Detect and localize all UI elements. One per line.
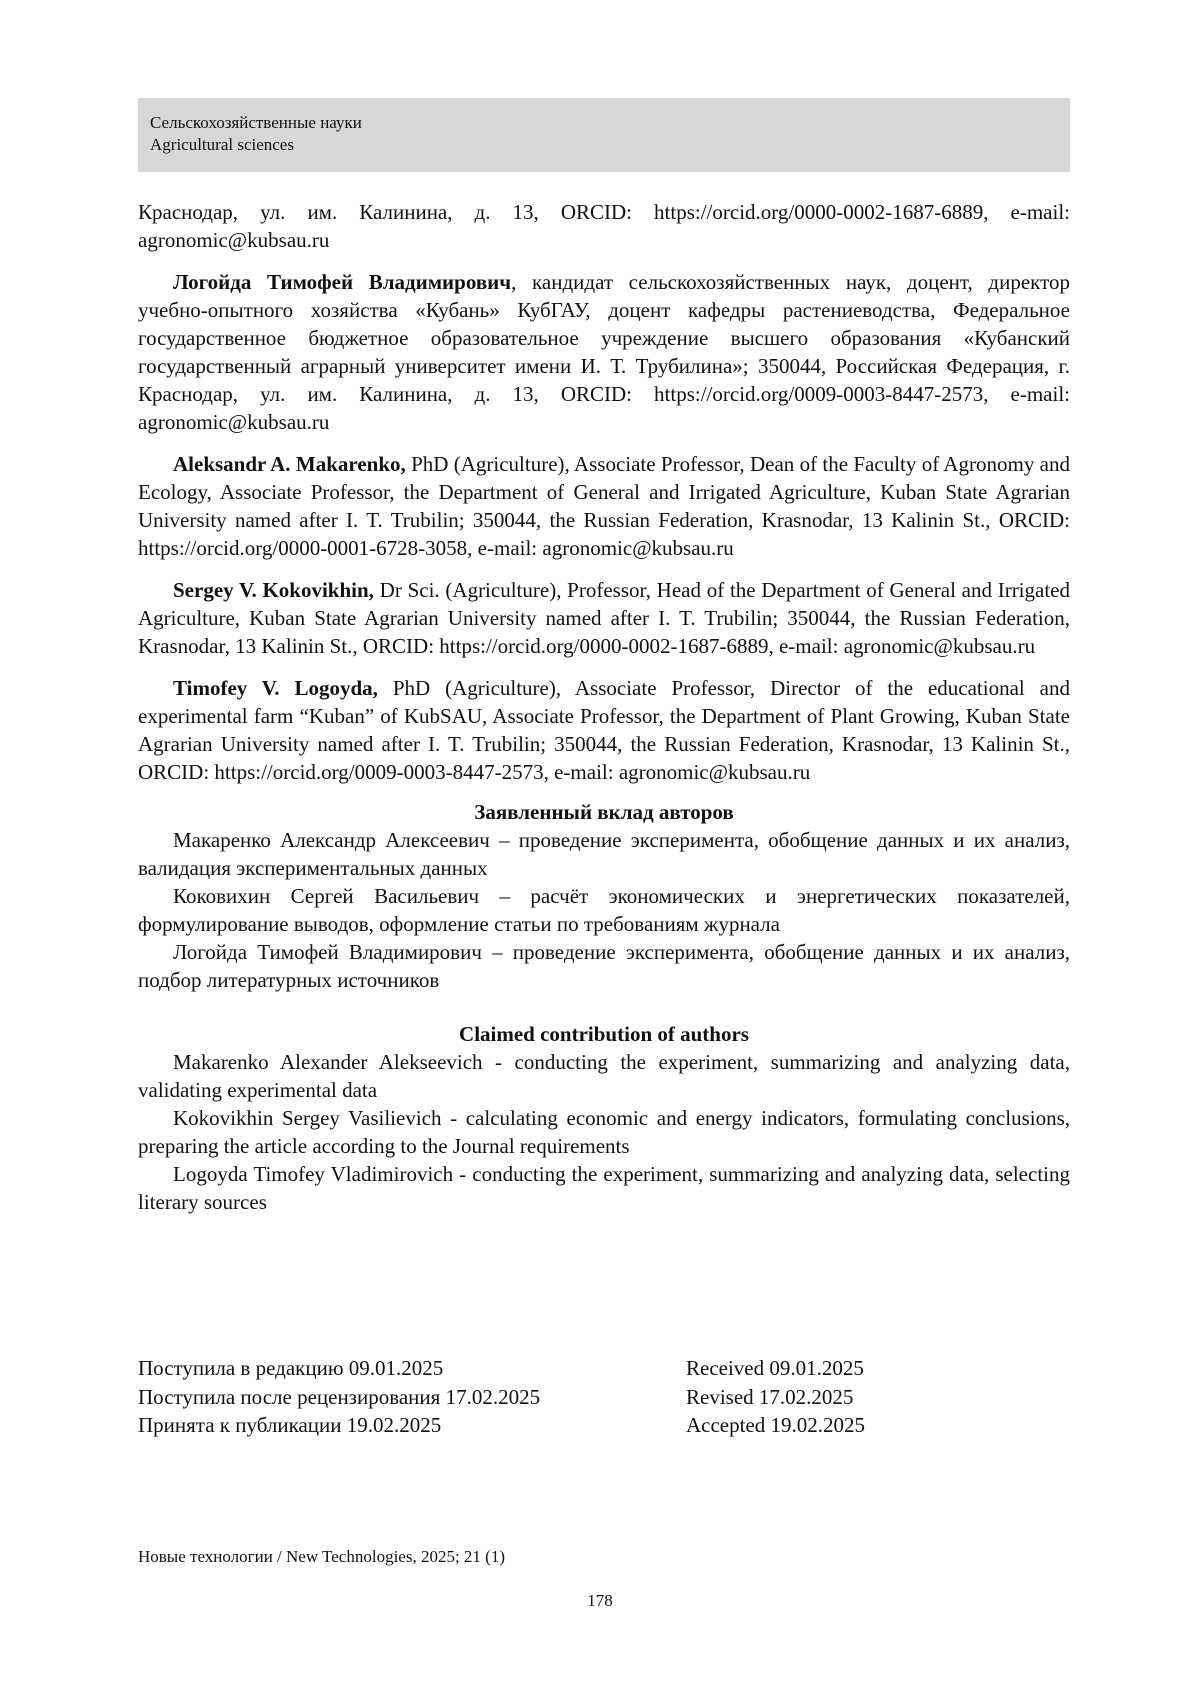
date-accepted-ru: Принята к публикации 19.02.2025 — [138, 1413, 442, 1437]
author-details: PhD (Agriculture), Associate Professor, Director of the educational and experimental farm “Kuban” of KubSAU, Associate Professor, the Department of Plant Growing, Kuban State Agrarian University named after I. T. Trubilin; 350044, the Russian Federation, Krasnodar, 13 Kalinin St., ORCID: https://orcid.org/0009-0003-8447-2573, e-mail: agronomic@kubsau.ru — [138, 676, 1070, 784]
author-info-logoyda-en — [138, 674, 1070, 786]
author-info-kokovikhin-en — [138, 576, 1070, 660]
author-name: Логойда Тимофей Владимирович — [173, 270, 512, 294]
author-details: PhD (Agriculture), Associate Professor, Dean of the Faculty of Agronomy and Ecology, Associate Professor, the Department of General and Irrigated Agriculture, Kuban State Agrarian University named after I. T. Trubilin; 350044, the Russian Federation, Krasnodar, 13 Kalinin St., ORCID: https://orcid.org/0000-0001-6728-3058, e-mail: agronomic@kubsau.ru — [138, 452, 1070, 560]
date-revised-ru: Поступила после рецензирования 17.02.2025 — [138, 1384, 541, 1409]
section-header-band — [138, 98, 1070, 172]
date-row-accepted — [138, 1411, 1070, 1440]
author-details: Dr Sci. (Agriculture), Professor, Head of the Department of General and Irrigated Agriculture, Kuban State Agrarian University named after I. T. Trubilin; 350044, the Russian Federation, Krasnodar, 13 Kalinin St., ORCID: https://orcid.org/0000-0002-1687-6889, e-mail: agronomic@kubsau.ru — [138, 578, 1070, 658]
contribution-item-ru: Коковихин Сергей Васильевич – расчёт экономических и энергетических показателей, формулирование выводов, оформление статьи по требованиям журнала — [138, 884, 1070, 936]
author-info-makarenko-en — [138, 450, 1070, 562]
author-name: Timofey V. Logoyda, — [173, 676, 378, 700]
author-name: Aleksandr A. Makarenko, — [173, 452, 406, 476]
publication-dates — [138, 1354, 1070, 1440]
author-name: Sergey V. Kokovikhin, — [173, 578, 374, 602]
contribution-item-en: Makarenko Alexander Alekseevich - conducting the experiment, summarizing and analyzing data, validating experimental data — [138, 1050, 1070, 1102]
journal-footer: Новые технологии / New Technologies, 2025; 21 (1) — [138, 1547, 506, 1566]
contribution-title-ru: Заявленный вклад авторов — [474, 800, 734, 824]
author-address-continuation: Краснодар, ул. им. Калинина, д. 13, ORCID: https://orcid.org/0000-0002-1687-6889, e-mail: agronomic@kubsau.ru — [138, 200, 1070, 252]
contribution-title-en: Claimed contribution of authors — [459, 1022, 749, 1046]
date-row-received — [138, 1354, 1070, 1383]
contribution-item-ru: Макаренко Александр Алексеевич – проведение эксперимента, обобщение данных и их анализ, валидация экспериментальных данных — [138, 828, 1070, 880]
section-name-ru: Сельскохозяйственные науки — [150, 113, 362, 132]
article-body — [138, 198, 1070, 1216]
date-received-en: Received 09.01.2025 — [686, 1356, 864, 1380]
section-name-en: Agricultural sciences — [150, 135, 294, 154]
author-details: , кандидат сельскохозяйственных наук, доцент, директор учебно-опытного хозяйства «Кубань» КубГАУ, доцент кафедры растениеводства, Федеральное государственное бюджетное образовательное учреждение высшего образования «Кубанский государственный аграрный университет имени И. Т. Трубилина»; 350044, Российская Федерация, г. Краснодар, ул. им. Калинина, д. 13, ORCID: https://orcid.org/0009-0003-8447-2573, e-mail: agronomic@kubsau.ru — [138, 270, 1070, 434]
date-received-ru: Поступила в редакцию 09.01.2025 — [138, 1356, 444, 1380]
date-revised-en: Revised 17.02.2025 — [686, 1384, 854, 1409]
date-row-revised — [138, 1383, 1070, 1412]
date-accepted-en: Accepted 19.02.2025 — [686, 1413, 866, 1437]
author-info-logoyda-ru — [138, 268, 1070, 436]
contribution-item-ru: Логойда Тимофей Владимирович – проведение эксперимента, обобщение данных и их анализ, подбор литературных источников — [138, 940, 1070, 992]
contribution-item-en: Kokovikhin Sergey Vasilievich - calculating economic and energy indicators, formulating conclusions, preparing the article according to the Journal requirements — [138, 1106, 1070, 1158]
contribution-item-en: Logoyda Timofey Vladimirovich - conducting the experiment, summarizing and analyzing data, selecting literary sources — [138, 1162, 1070, 1214]
page-number: 178 — [587, 1591, 613, 1610]
